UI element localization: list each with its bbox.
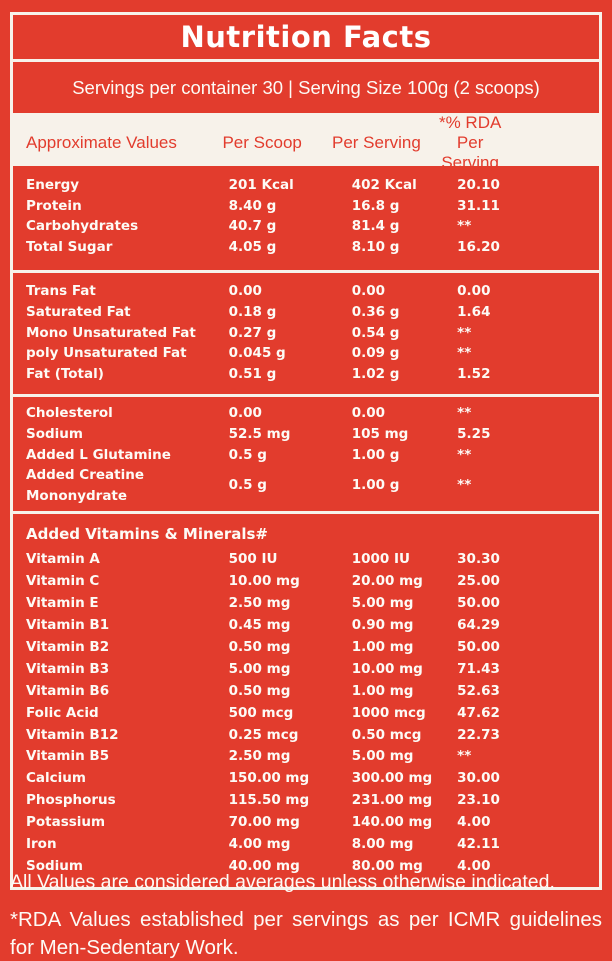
per-serving-value: 0.36 g bbox=[351, 303, 400, 320]
rda-value: 0.00 bbox=[457, 283, 491, 300]
per-serving-value: 1000 mcg bbox=[351, 704, 426, 721]
per-scoop-value: 5.00 mg bbox=[228, 660, 291, 677]
rda-value: 30.30 bbox=[457, 551, 500, 568]
per-serving-value: 1.02 g bbox=[351, 365, 400, 382]
per-scoop-value: 150.00 mg bbox=[228, 770, 310, 787]
per-scoop-value: 8.40 g bbox=[228, 197, 277, 214]
nutrient-label: Vitamin B12 bbox=[26, 726, 119, 743]
section-fats bbox=[13, 270, 599, 394]
per-serving-value: 5.00 mg bbox=[351, 748, 414, 765]
nutrient-row bbox=[13, 549, 599, 571]
per-scoop-value: 2.50 mg bbox=[228, 595, 291, 612]
per-serving-value: 1.00 g bbox=[351, 477, 400, 494]
nutrient-label: Saturated Fat bbox=[26, 303, 131, 320]
rda-value: 47.62 bbox=[457, 704, 500, 721]
column-header-per-scoop: Per Scoop bbox=[222, 133, 302, 153]
nutrient-label: Carbohydrates bbox=[26, 218, 139, 235]
nutrient-label: Vitamin B2 bbox=[26, 638, 110, 655]
per-scoop-value: 0.5 g bbox=[228, 446, 267, 463]
per-serving-value: 16.8 g bbox=[351, 197, 400, 214]
per-scoop-value: 2.50 mg bbox=[228, 748, 291, 765]
nutrient-row bbox=[13, 465, 599, 506]
nutrient-label: Potassium bbox=[26, 814, 106, 831]
nutrient-label: Fat (Total) bbox=[26, 365, 104, 382]
nutrient-row bbox=[13, 768, 599, 790]
rda-value: 5.25 bbox=[457, 425, 491, 442]
rda-value: ** bbox=[457, 748, 472, 765]
rda-value: 42.11 bbox=[457, 836, 500, 853]
rda-value: ** bbox=[457, 405, 472, 422]
nutrient-label: Iron bbox=[26, 836, 57, 853]
nutrient-row bbox=[13, 637, 599, 659]
nutrient-row bbox=[13, 364, 599, 385]
per-serving-value: 80.00 mg bbox=[351, 858, 423, 874]
per-serving-value: 105 mg bbox=[351, 425, 409, 442]
nutrient-row bbox=[13, 424, 599, 445]
nutrient-label: Calcium bbox=[26, 770, 86, 787]
per-scoop-value: 0.00 bbox=[228, 283, 262, 300]
per-scoop-value: 4.05 g bbox=[228, 238, 277, 255]
section-heading: Added Vitamins & Minerals# bbox=[26, 525, 268, 544]
per-scoop-value: 52.5 mg bbox=[228, 425, 291, 442]
column-header-per-serving: Per Serving bbox=[332, 133, 421, 153]
nutrient-label: Vitamin B6 bbox=[26, 682, 110, 699]
rda-value: 64.29 bbox=[457, 617, 500, 634]
section-rows bbox=[13, 403, 599, 506]
per-scoop-value: 40.00 mg bbox=[228, 858, 300, 874]
nutrient-label: Phosphorus bbox=[26, 792, 116, 809]
section-cholesterol-sodium-additions bbox=[13, 394, 599, 511]
nutrient-label: Vitamin B5 bbox=[26, 748, 110, 765]
per-scoop-value: 0.45 mg bbox=[228, 617, 291, 634]
servings-line: Servings per container 30 | Serving Size 100g (2 scoops) bbox=[72, 76, 540, 98]
rda-value: 50.00 bbox=[457, 638, 500, 655]
rda-value: 25.00 bbox=[457, 573, 500, 590]
rda-value: 52.63 bbox=[457, 682, 500, 699]
section-rows bbox=[13, 549, 599, 878]
per-serving-value: 402 Kcal bbox=[351, 177, 417, 193]
nutrient-label: Added Creatine Mononydrate bbox=[26, 467, 144, 504]
nutrient-label: Sodium bbox=[26, 425, 83, 442]
per-serving-value: 0.00 bbox=[351, 283, 385, 300]
servings-bar bbox=[13, 62, 599, 113]
per-serving-value: 0.09 g bbox=[351, 345, 400, 362]
nutrient-row bbox=[13, 703, 599, 725]
per-scoop-value: 4.00 mg bbox=[228, 836, 291, 853]
per-scoop-value: 0.5 g bbox=[228, 477, 267, 494]
column-header-rda-per-serving: *% RDA Per Serving bbox=[438, 113, 502, 173]
section-rows bbox=[13, 175, 599, 257]
sections bbox=[13, 166, 599, 887]
nutrient-label: Folic Acid bbox=[26, 704, 99, 721]
nutrient-row bbox=[13, 790, 599, 812]
nutrient-row bbox=[13, 302, 599, 323]
per-serving-value: 140.00 mg bbox=[351, 814, 433, 831]
nutrient-row bbox=[13, 343, 599, 364]
nutrient-label: Vitamin C bbox=[26, 573, 100, 590]
section-vitamins-minerals bbox=[13, 511, 599, 887]
nutrient-label: Vitamin A bbox=[26, 551, 100, 568]
rda-value: ** bbox=[457, 345, 472, 362]
section-rows bbox=[13, 281, 599, 384]
rda-value: 23.10 bbox=[457, 792, 500, 809]
per-scoop-value: 500 mcg bbox=[228, 704, 294, 721]
nutrient-row bbox=[13, 571, 599, 593]
nutrient-row bbox=[13, 281, 599, 302]
per-scoop-value: 10.00 mg bbox=[228, 573, 300, 590]
per-serving-value: 8.00 mg bbox=[351, 836, 414, 853]
rda-value: ** bbox=[457, 446, 472, 463]
per-serving-value: 0.54 g bbox=[351, 324, 400, 341]
page-title: Nutrition Facts bbox=[180, 20, 432, 54]
rda-value: 1.52 bbox=[457, 365, 491, 382]
nutrition-table bbox=[10, 12, 602, 890]
per-serving-value: 1.00 mg bbox=[351, 638, 414, 655]
footnotes bbox=[10, 870, 602, 961]
nutrient-row bbox=[13, 746, 599, 768]
nutrient-row bbox=[13, 445, 599, 466]
per-serving-value: 81.4 g bbox=[351, 218, 400, 235]
per-scoop-value: 40.7 g bbox=[228, 218, 277, 235]
rda-value: 1.64 bbox=[457, 303, 491, 320]
nutrient-label: Energy bbox=[26, 177, 80, 193]
nutrient-row bbox=[13, 323, 599, 344]
nutrient-label: poly Unsaturated Fat bbox=[26, 345, 187, 362]
nutrient-row bbox=[13, 681, 599, 703]
rda-value: ** bbox=[457, 324, 472, 341]
nutrient-label: Added L Glutamine bbox=[26, 446, 171, 463]
nutrient-label: Vitamin B3 bbox=[26, 660, 110, 677]
per-serving-value: 231.00 mg bbox=[351, 792, 433, 809]
rda-value: 4.00 bbox=[457, 858, 491, 874]
per-scoop-value: 500 IU bbox=[228, 551, 278, 568]
footnote-averages: All Values are considered averages unless otherwise indicated. bbox=[10, 871, 555, 893]
per-scoop-value: 0.50 mg bbox=[228, 682, 291, 699]
nutrient-label: Total Sugar bbox=[26, 238, 113, 255]
title-bar bbox=[13, 15, 599, 62]
footnote-rda-guidelines: *RDA Values established per servings as per ICMR guidelines for Men-Sedentary Work. bbox=[10, 908, 602, 959]
per-scoop-value: 0.50 mg bbox=[228, 638, 291, 655]
per-scoop-value: 115.50 mg bbox=[228, 792, 310, 809]
per-scoop-value: 0.51 g bbox=[228, 365, 277, 382]
per-scoop-value: 70.00 mg bbox=[228, 814, 300, 831]
nutrient-row bbox=[13, 659, 599, 681]
per-serving-value: 1000 IU bbox=[351, 551, 410, 568]
rda-value: 20.10 bbox=[457, 177, 500, 193]
per-scoop-value: 0.25 mcg bbox=[228, 726, 299, 743]
per-serving-value: 0.90 mg bbox=[351, 617, 414, 634]
per-serving-value: 10.00 mg bbox=[351, 660, 423, 677]
nutrient-label: Protein bbox=[26, 197, 82, 214]
nutrient-label: Trans Fat bbox=[26, 283, 96, 300]
nutrient-label: Sodium bbox=[26, 858, 83, 874]
per-scoop-value: 0.27 g bbox=[228, 324, 277, 341]
per-serving-value: 300.00 mg bbox=[351, 770, 433, 787]
rda-value: 30.00 bbox=[457, 770, 500, 787]
per-serving-value: 0.50 mcg bbox=[351, 726, 422, 743]
per-scoop-value: 0.18 g bbox=[228, 303, 277, 320]
per-serving-value: 1.00 mg bbox=[351, 682, 414, 699]
nutrient-row bbox=[13, 237, 599, 258]
per-serving-value: 8.10 g bbox=[351, 238, 400, 255]
nutrient-row bbox=[13, 403, 599, 424]
rda-value: ** bbox=[457, 477, 472, 494]
rda-value: 4.00 bbox=[457, 814, 491, 831]
column-header-approximate-values: Approximate Values bbox=[26, 133, 177, 153]
nutrient-row bbox=[13, 725, 599, 747]
nutrient-row bbox=[13, 834, 599, 856]
nutrient-row bbox=[13, 196, 599, 217]
per-serving-value: 0.00 bbox=[351, 405, 385, 422]
column-header-row bbox=[13, 113, 599, 173]
per-scoop-value: 0.00 bbox=[228, 405, 262, 422]
nutrient-row bbox=[13, 812, 599, 834]
nutrient-row bbox=[13, 216, 599, 237]
rda-value: 22.73 bbox=[457, 726, 500, 743]
section-macros bbox=[13, 166, 599, 270]
rda-value: 31.11 bbox=[457, 197, 500, 214]
rda-value: 16.20 bbox=[457, 238, 500, 255]
per-serving-value: 20.00 mg bbox=[351, 573, 423, 590]
nutrient-row bbox=[13, 615, 599, 637]
per-serving-value: 5.00 mg bbox=[351, 595, 414, 612]
rda-value: ** bbox=[457, 218, 472, 235]
per-serving-value: 1.00 g bbox=[351, 446, 400, 463]
nutrient-row bbox=[13, 175, 599, 196]
per-scoop-value: 0.045 g bbox=[228, 345, 286, 362]
per-scoop-value: 201 Kcal bbox=[228, 177, 294, 193]
nutrient-label: Vitamin E bbox=[26, 595, 99, 612]
nutrient-label: Cholesterol bbox=[26, 405, 113, 422]
nutrient-label: Vitamin B1 bbox=[26, 617, 110, 634]
nutrient-row bbox=[13, 593, 599, 615]
rda-value: 71.43 bbox=[457, 660, 500, 677]
nutrient-label: Mono Unsaturated Fat bbox=[26, 324, 196, 341]
rda-value: 50.00 bbox=[457, 595, 500, 612]
